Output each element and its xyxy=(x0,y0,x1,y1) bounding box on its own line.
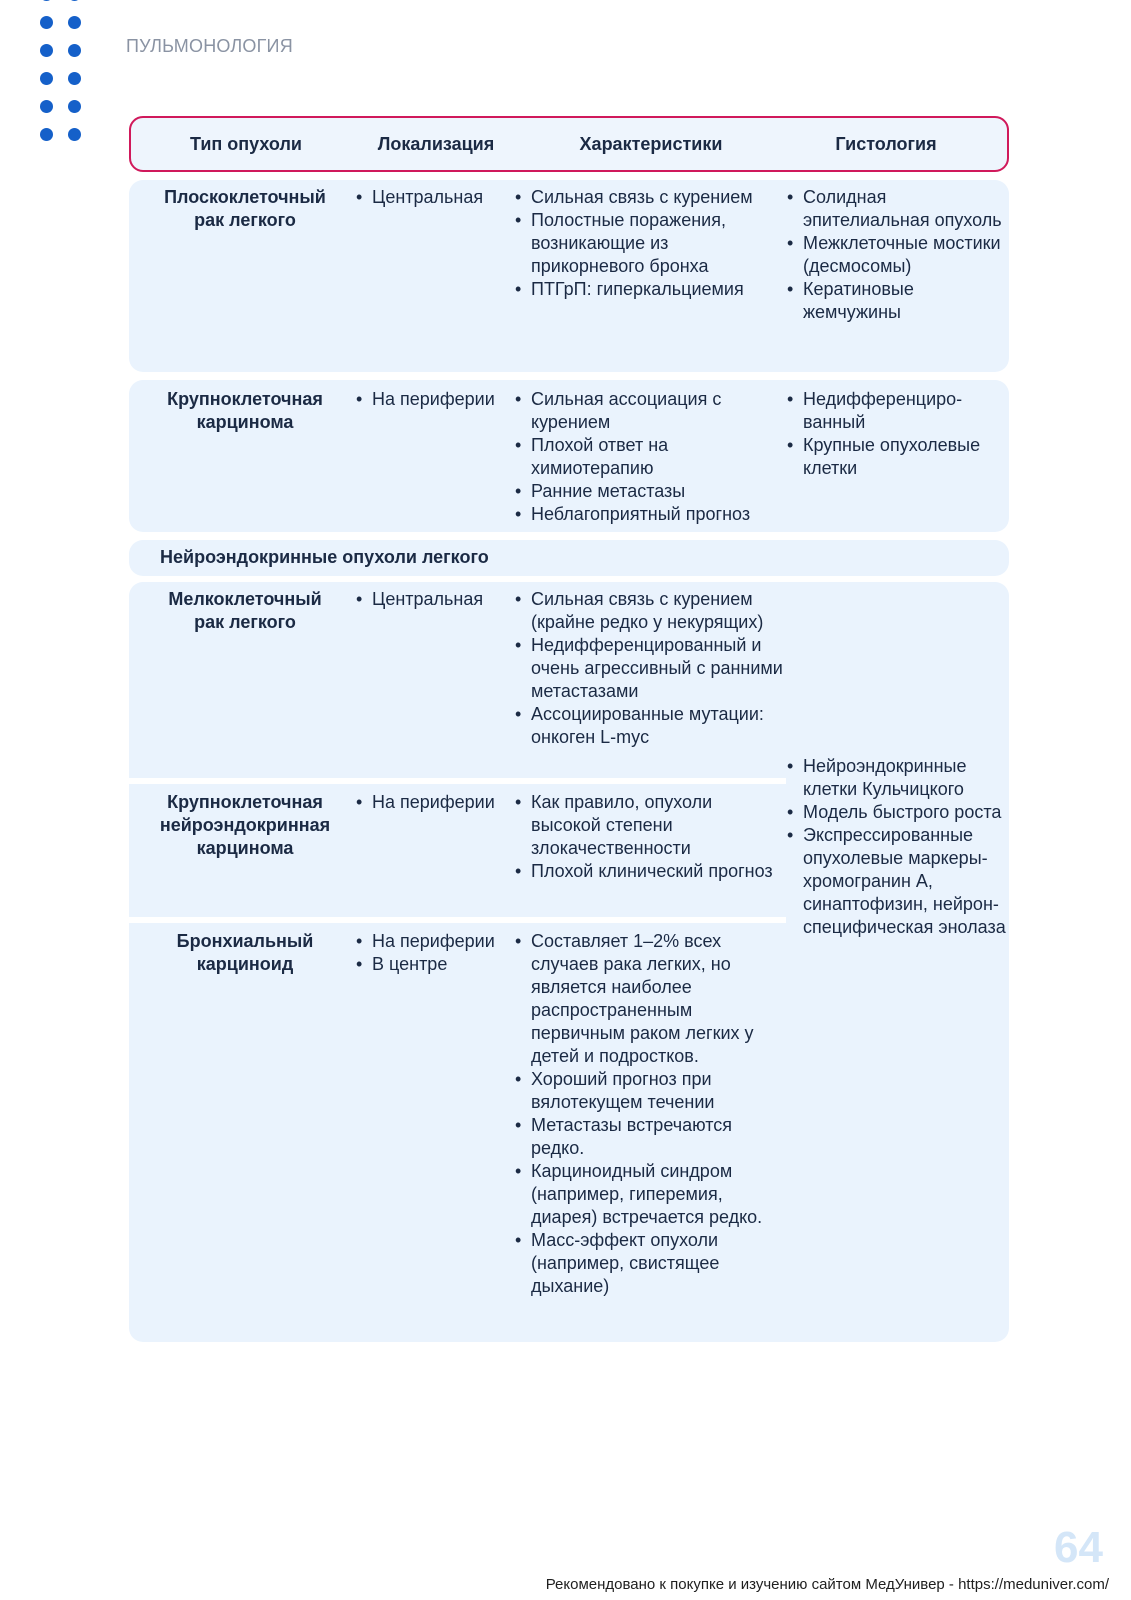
characteristics-list xyxy=(514,588,784,749)
list-item: • Полостные поражения, возникающие из прикорневого бронха xyxy=(514,209,784,278)
histology-list xyxy=(786,388,1008,480)
list-item: • Сильная связь с курением xyxy=(514,186,784,209)
list-item: • Сильная связь с курением (крайне редко у некурящих) xyxy=(514,588,784,634)
localization-list xyxy=(355,588,515,611)
list-item: • Плохой клинический прогноз xyxy=(514,860,784,883)
localization-list xyxy=(355,388,515,411)
section-title: ПУЛЬМОНОЛОГИЯ xyxy=(126,36,293,56)
list-item: • Плохой ответ на химиотерапию xyxy=(514,434,784,480)
neuro-histology-list xyxy=(786,755,1008,939)
list-item: • На периферии xyxy=(355,791,515,814)
tumor-type: Крупноклеточная нейроэндокринная карцинома xyxy=(159,792,331,858)
tumor-type: Крупноклеточная карцинома xyxy=(167,389,323,432)
list-item: • Центральная xyxy=(355,186,515,209)
group-label: Нейроэндокринные опухоли легкого xyxy=(160,547,489,567)
list-item: • Кератиновые жемчужины xyxy=(786,278,1008,324)
characteristics-list xyxy=(514,791,784,883)
list-item: • Масс-эффект опухоли (например, свистящее дыхание) xyxy=(514,1229,784,1298)
list-item: • Недифференциро-ванный xyxy=(786,388,1008,434)
list-item: • Составляет 1–2% всех случаев рака легких, но является наиболее распространенным первичным раком легких у детей и подростков. xyxy=(514,930,784,1068)
tumor-type: Мелкоклеточный рак легкого xyxy=(168,589,322,632)
table-header xyxy=(129,116,1009,172)
localization-list xyxy=(355,186,515,209)
list-item: • В центре xyxy=(355,953,515,976)
list-item: • Карциноидный синдром (например, гиперемия, диарея) встречается редко. xyxy=(514,1160,784,1229)
list-item: • Хороший прогноз при вялотекущем течении xyxy=(514,1068,784,1114)
localization-list xyxy=(355,791,515,814)
characteristics-list xyxy=(514,388,784,526)
list-item: • ПТГрП: гиперкальциемия xyxy=(514,278,784,301)
list-item: • Как правило, опухоли высокой степени злокачественности xyxy=(514,791,784,860)
list-item: • Ассоциированные мутации: онкоген L-myc xyxy=(514,703,784,749)
header-characteristics: Характеристики xyxy=(579,134,723,154)
list-item: • Экспрессированные опухолевые маркеры-хромогранин A, синаптофизин, нейрон-специфическая энолаза xyxy=(786,824,1008,939)
characteristics-list xyxy=(514,930,784,1298)
list-item: • Недифференцированный и очень агрессивный с ранними метастазами xyxy=(514,634,784,703)
list-item: • На периферии xyxy=(355,930,515,953)
tumor-type: Бронхиальный карциноид xyxy=(176,931,314,974)
list-item: • Сильная ассоциация с курением xyxy=(514,388,784,434)
row-divider xyxy=(129,778,786,784)
list-item: • На периферии xyxy=(355,388,515,411)
localization-list xyxy=(355,930,515,976)
row-divider xyxy=(129,917,786,923)
footer-link[interactable]: Рекомендовано к покупке и изучению сайтом МедУнивер - https://meduniver.com/ xyxy=(545,1576,1109,1593)
list-item: • Крупные опухолевые клетки xyxy=(786,434,1008,480)
list-item: • Ранние метастазы xyxy=(514,480,784,503)
header-histology: Гистология xyxy=(835,134,937,154)
characteristics-list xyxy=(514,186,784,301)
header-type: Тип опухоли xyxy=(190,134,302,154)
header-localization: Локализация xyxy=(377,134,495,154)
page-number: 64 xyxy=(1054,1523,1103,1572)
list-item: • Межклеточные мостики (десмосомы) xyxy=(786,232,1008,278)
histology-list xyxy=(786,186,1008,324)
list-item: • Центральная xyxy=(355,588,515,611)
tumor-type: Плоскоклеточный рак легкого xyxy=(164,187,326,230)
list-item: • Метастазы встречаются редко. xyxy=(514,1114,784,1160)
list-item: • Солидная эпителиальная опухоль xyxy=(786,186,1008,232)
list-item: • Неблагоприятный прогноз xyxy=(514,503,784,526)
list-item: • Нейроэндокринные клетки Кульчицкого xyxy=(786,755,1008,801)
list-item: • Модель быстрого роста xyxy=(786,801,1008,824)
